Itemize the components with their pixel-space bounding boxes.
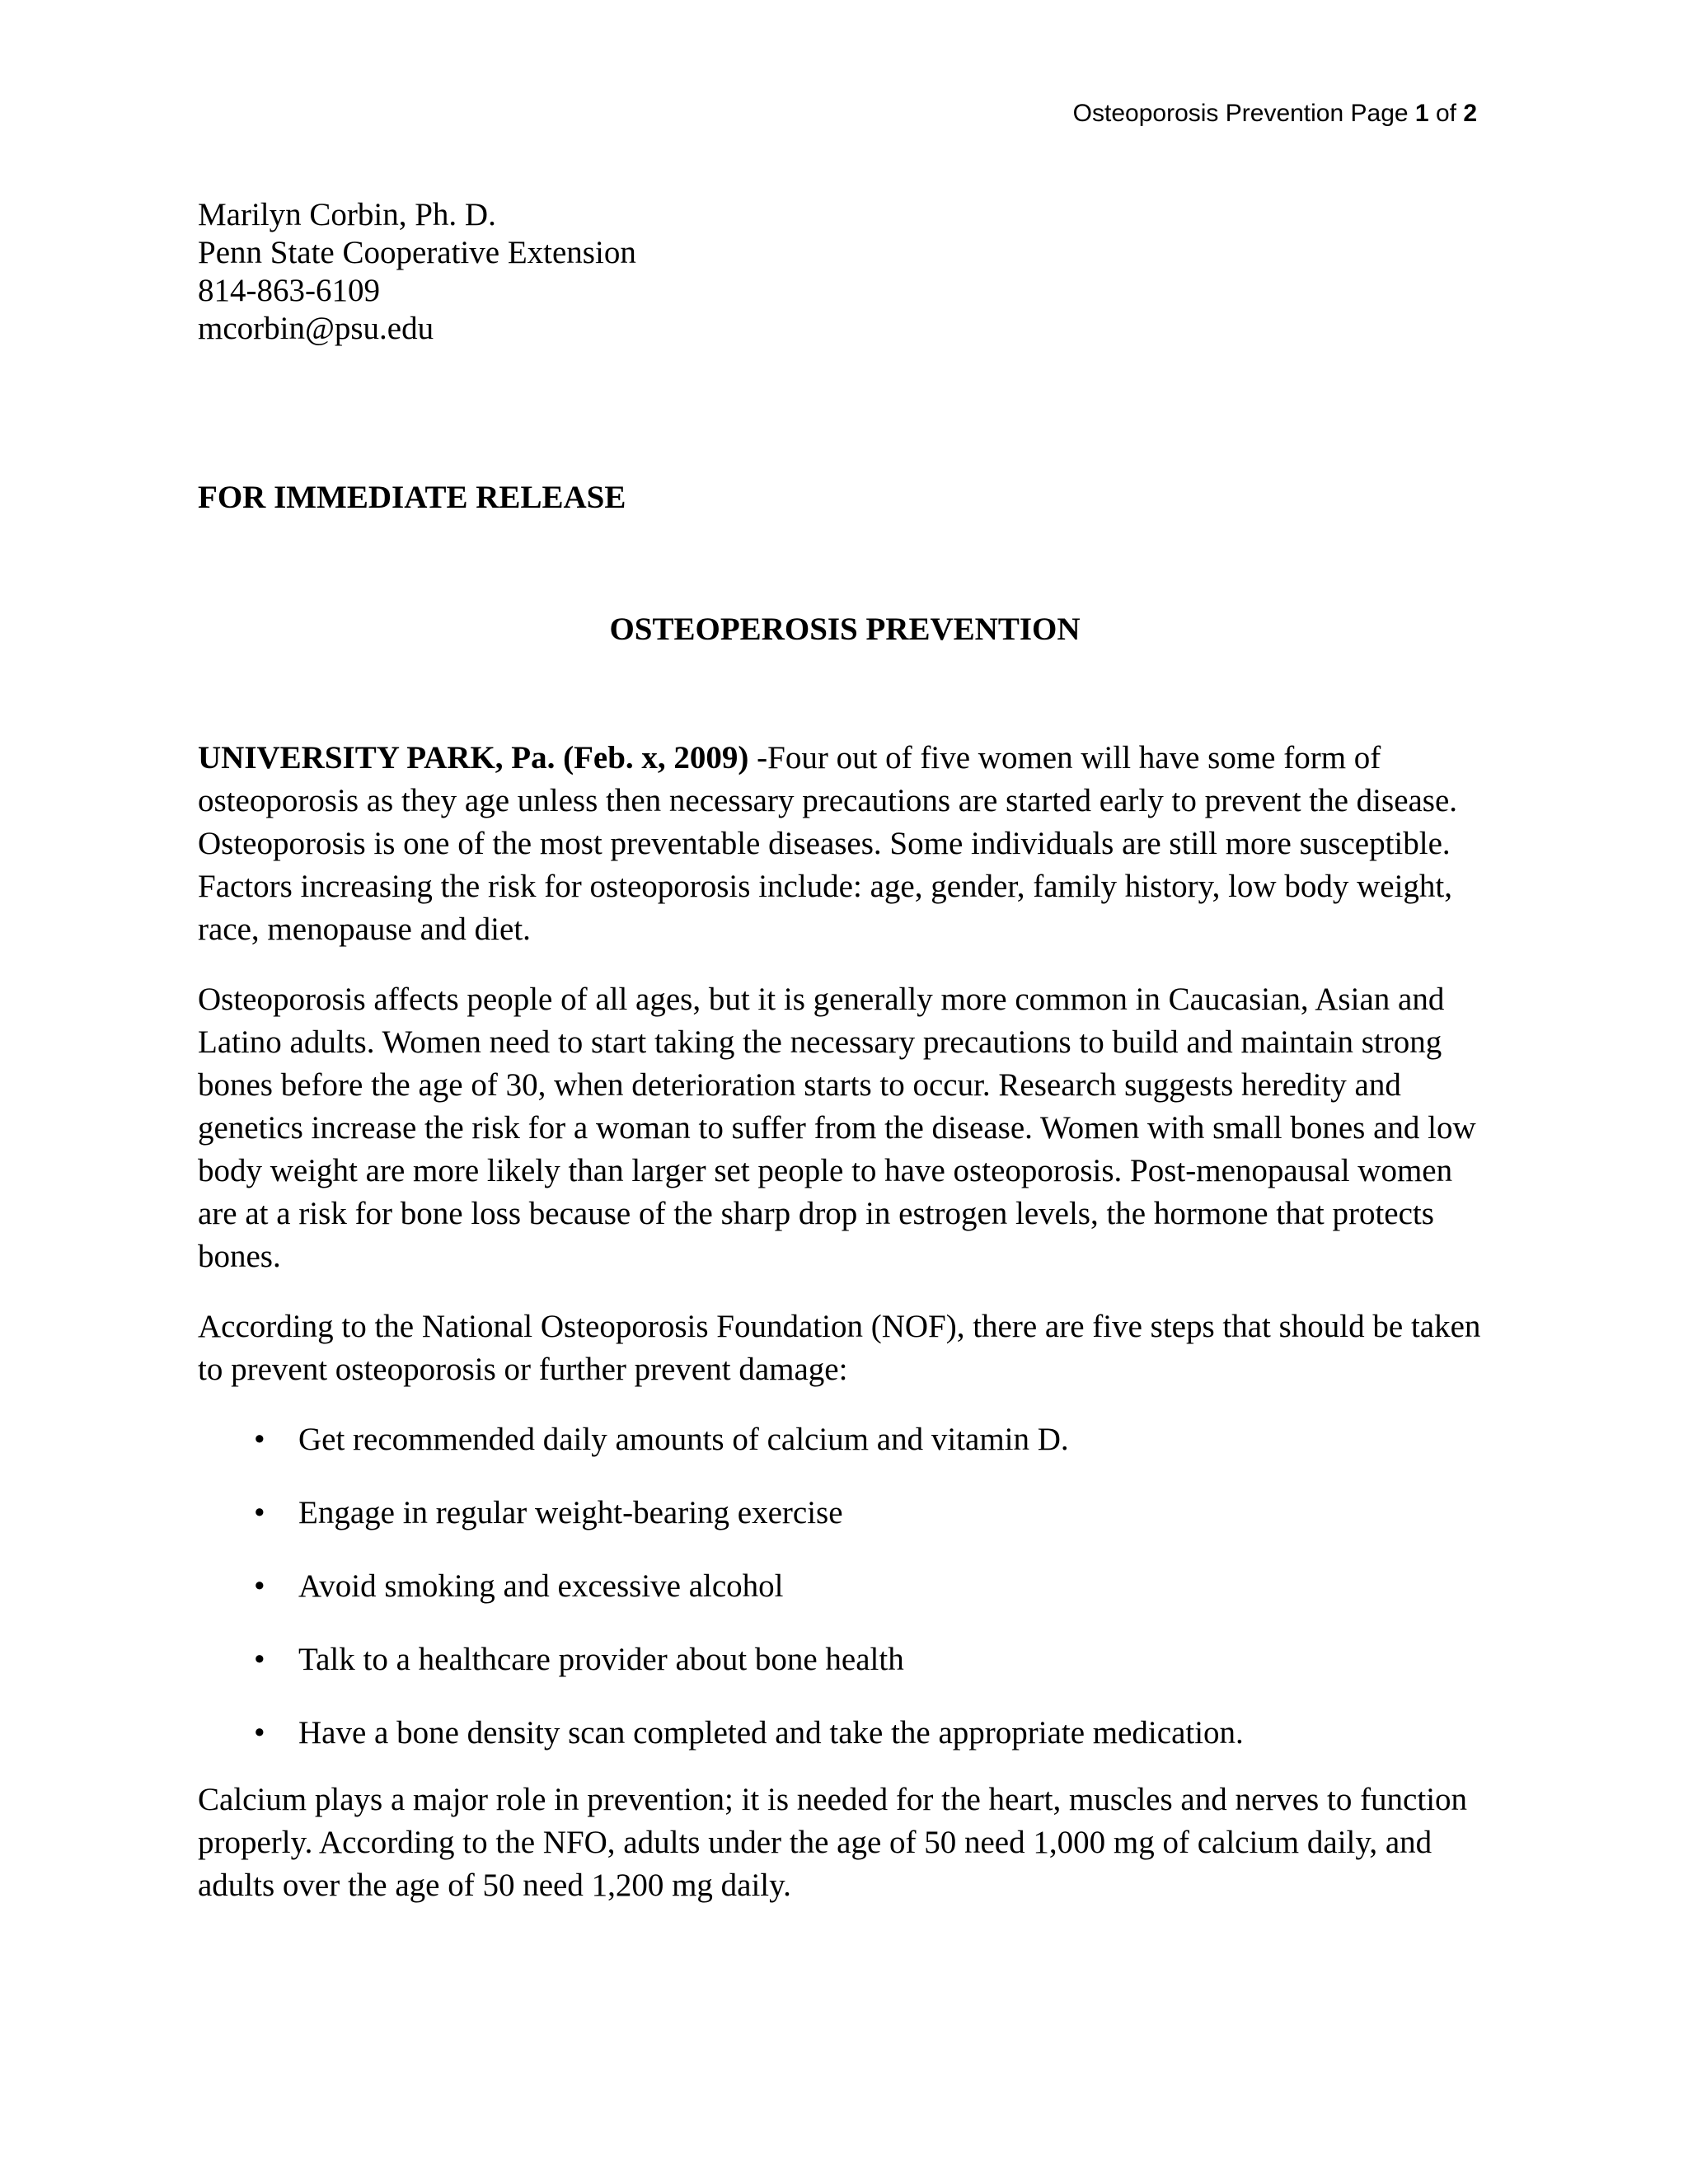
article-paragraph-2: Osteoporosis affects people of all ages, but it is generally more common in Caucasian, Asian and Latino adults. Women need to start taking the necessary precautions to build and maintain strong bones before the age of 30, when deterioration starts to occur. Research suggests heredity and genetics increase the risk for a woman to suffer from the disease. Women with small bones and low body weight are more likely than larger set people to have osteoporosis. Post-menopausal women are at a risk for bone loss because of the sharp drop in estrogen levels, the hormone that protects bones.	[198, 982, 1476, 1274]
prevention-steps-list	[198, 1418, 1492, 1755]
list-item-text: Avoid smoking and excessive alcohol	[298, 1568, 784, 1604]
list-item	[198, 1712, 1492, 1755]
bullet-icon: •	[254, 1642, 265, 1677]
dateline: UNIVERSITY PARK, Pa. (Feb. x, 2009)	[198, 740, 749, 776]
list-item	[198, 1565, 1492, 1608]
document-title: OSTEOPEROSIS PREVENTION	[609, 612, 1081, 647]
list-item-text: Engage in regular weight-bearing exercise	[298, 1495, 843, 1530]
article-body	[198, 737, 1492, 1934]
bullet-icon: •	[254, 1715, 265, 1750]
article-paragraph-3: According to the National Osteoporosis Foundation (NOF), there are five steps that should be taken to prevent osteoporosis or further prevent damage:	[198, 1309, 1481, 1387]
list-item-text: Get recommended daily amounts of calcium and vitamin D.	[298, 1422, 1069, 1457]
list-item-text: Have a bone density scan completed and take the appropriate medication.	[298, 1715, 1244, 1750]
bullet-icon: •	[254, 1495, 265, 1530]
paragraph-1-text: -Four out of five women will have some form of osteoporosis as they age unless then necessary precautions are started early to prevent the disease. Osteoporosis is one of the most preventable diseases. Some individuals are still more susceptible. Factors increasing the risk for osteoporosis include: age, gender, family history, low body weight, race, menopause and diet.	[198, 740, 1458, 947]
list-item	[198, 1638, 1492, 1681]
bullet-icon: •	[254, 1422, 265, 1457]
contact-block	[198, 196, 1492, 348]
header-text: Osteoporosis Prevention Page	[1072, 100, 1415, 127]
article-paragraph-4: Calcium plays a major role in prevention; it is needed for the heart, muscles and nerves to function properly. According to the NFO, adults under the age of 50 need 1,000 mg of calcium daily, and adults over the age of 50 need 1,200 mg daily.	[198, 1782, 1468, 1903]
bullet-icon: •	[254, 1568, 265, 1604]
list-item	[198, 1418, 1492, 1461]
contact-email: mcorbin@psu.edu	[198, 311, 434, 346]
release-notice: FOR IMMEDIATE RELEASE	[198, 480, 626, 515]
article-paragraph-1	[198, 737, 1492, 951]
list-item	[198, 1492, 1492, 1535]
header-of: of	[1428, 100, 1464, 127]
contact-phone: 814-863-6109	[198, 273, 380, 308]
list-item-text: Talk to a healthcare provider about bone health	[298, 1642, 904, 1677]
contact-organization: Penn State Cooperative Extension	[198, 235, 636, 270]
header-page-total: 2	[1463, 100, 1477, 127]
page-header	[1073, 99, 1477, 129]
contact-name: Marilyn Corbin, Ph. D.	[198, 197, 496, 232]
header-page-current: 1	[1414, 100, 1429, 127]
